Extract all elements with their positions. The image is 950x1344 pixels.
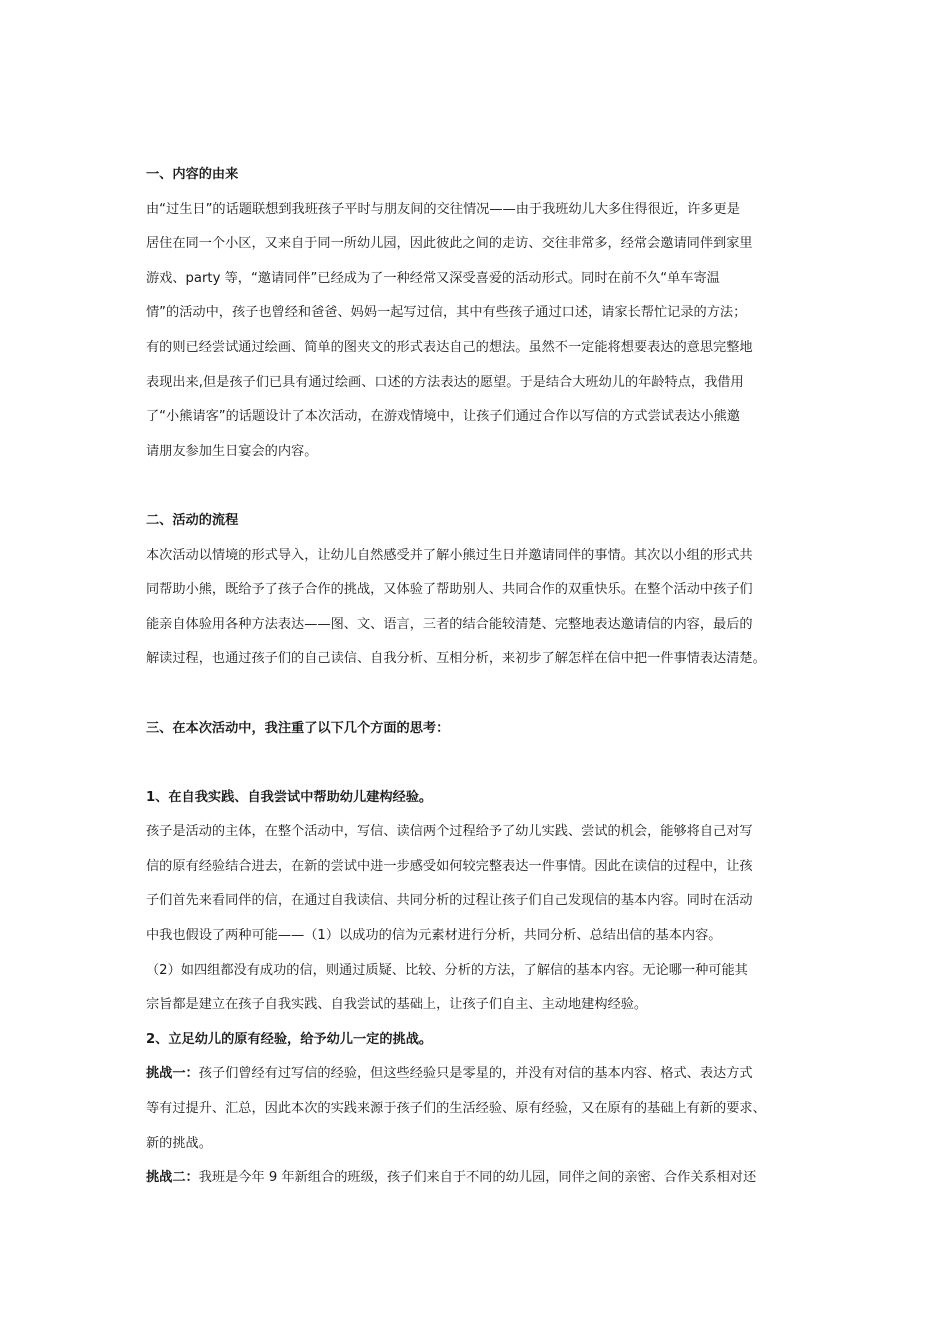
- section-2-heading: 二、活动的流程: [146, 512, 239, 528]
- section-1-line: 游戏、party 等，“邀请同伴”已经成为了一种经常又深受喜爱的活动形式。同时在前不久“单车寄温: [146, 270, 720, 286]
- challenge-2-text: 我班是今年 9 年新组合的班级，孩子们来自于不同的幼儿园，同伴之间的亲密、合作关系相对还: [198, 1170, 757, 1186]
- challenge-2-line: [146, 1161, 816, 1196]
- spacer: [146, 677, 816, 712]
- section-2-line: 本次活动以情境的形式导入，让幼儿自然感受并了解小熊过生日并邀请同伴的事情。其次以小组的形式共: [146, 547, 753, 563]
- section-1-line: 了“小熊请客”的话题设计了本次活动，在游戏情境中，让孩子们通过合作以写信的方式尝试表达小熊邀: [146, 409, 740, 425]
- point-1-line: 宗旨都是建立在孩子自我实践、自我尝试的基础上，让孩子们自主、主动地建构经验。: [146, 997, 648, 1013]
- point-1-line: 信的原有经验结合进去，在新的尝试中进一步感受如何较完整表达一件事情。因此在读信的过程中，让孩: [146, 858, 753, 874]
- challenge-1-line: 新的挑战。: [146, 1135, 212, 1151]
- challenge-1-label: 挑战一：: [146, 1066, 199, 1082]
- section-2-line: 解读过程，也通过孩子们的自己读信、自我分析、互相分析，来初步了解怎样在信中把一件事情表达清楚。: [146, 651, 766, 667]
- challenge-1-text: 孩子们曾经有过写信的经验，但这些经验只是零星的，并没有对信的基本内容、格式、表达方式: [198, 1066, 753, 1082]
- section-2-line: 同帮助小熊，既给予了孩子合作的挑战，又体验了帮助别人、共同合作的双重快乐。在整个活动中孩子们: [146, 582, 753, 598]
- spacer: [146, 469, 816, 504]
- challenge-1-line: [146, 1057, 816, 1092]
- section-1-line: 情”的活动中，孩子也曾经和爸爸、妈妈一起写过信，其中有些孩子通过口述，请家长帮忙记录的方法；: [146, 305, 747, 321]
- challenge-1-line: 等有过提升、汇总，因此本次的实践来源于孩子们的生活经验、原有经验，又在原有的基础上有新的要求、: [146, 1101, 766, 1117]
- challenge-2-label: 挑战二：: [146, 1170, 199, 1186]
- section-2-line: 能亲自体验用各种方法表达——图、文、语言，三者的结合能较清楚、完整地表达邀请信的内容，最后的: [146, 616, 753, 632]
- spacer: [146, 746, 816, 781]
- document-page: [146, 158, 816, 1196]
- section-1-line: 请朋友参加生日宴会的内容。: [146, 443, 318, 459]
- point-1-heading: 1、在自我实践、自我尝试中帮助幼儿建构经验。: [146, 789, 433, 805]
- section-1-line: 有的则已经尝试通过绘画、简单的图夹文的形式表达自己的想法。虽然不一定能将想要表达的意思完整地: [146, 339, 753, 355]
- point-2-heading: 2、立足幼儿的原有经验，给予幼儿一定的挑战。: [146, 1031, 433, 1047]
- point-1-line: 子们首先来看同伴的信，在通过自我读信、共同分析的过程让孩子们自己发现信的基本内容。同时在活动: [146, 893, 753, 909]
- section-1-heading: 一、内容的由来: [146, 167, 239, 182]
- point-1-line: （2）如四组都没有成功的信，则通过质疑、比较、分析的方法，了解信的基本内容。无论哪一种可能其: [146, 962, 748, 978]
- section-1-line: 表现出来,但是孩子们已具有通过绘画、口述的方法表达的愿望。于是结合大班幼儿的年龄特点，我借用: [146, 374, 744, 390]
- section-3-heading: 三、在本次活动中，我注重了以下几个方面的思考：: [146, 720, 450, 736]
- point-1-line: 孩子是活动的主体，在整个活动中，写信、读信两个过程给予了幼儿实践、尝试的机会，能够将自己对写: [146, 824, 753, 840]
- point-1-line: 中我也假设了两种可能——（1）以成功的信为元素材进行分析，共同分析、总结出信的基本内容。: [146, 928, 722, 944]
- section-1-line: 由“过生日”的话题联想到我班孩子平时与朋友间的交往情况——由于我班幼儿大多住得很近，许多更是: [146, 201, 740, 217]
- section-1-line: 居住在同一个小区，又来自于同一所幼儿园，因此彼此之间的走访、交往非常多，经常会邀请同伴到家里: [146, 236, 753, 252]
